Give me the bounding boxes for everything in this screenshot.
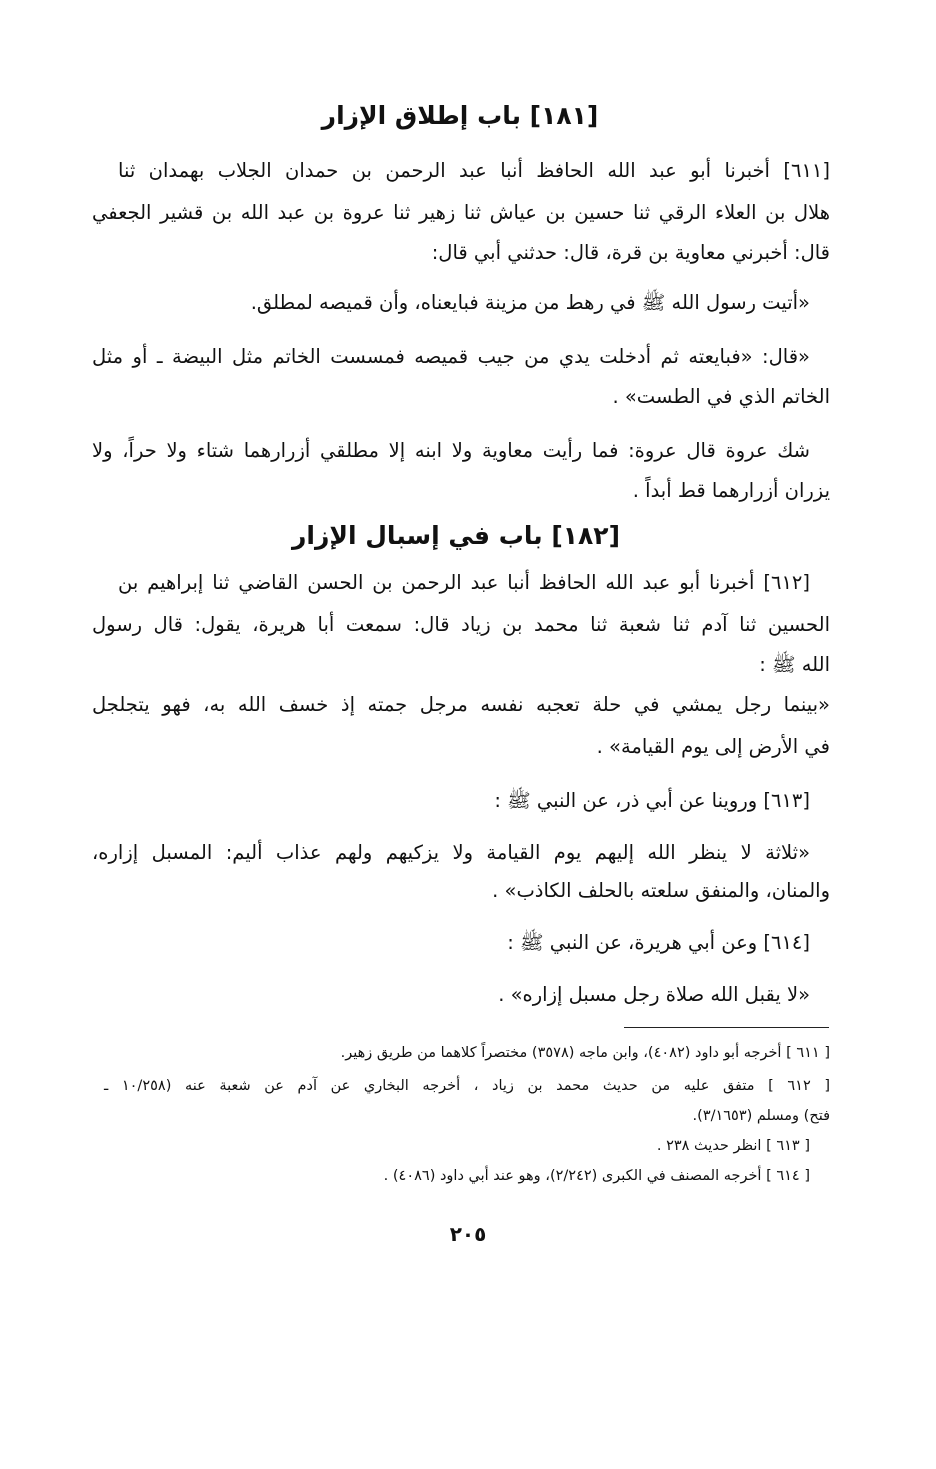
footnote-separator [624, 1027, 829, 1028]
footnote-612-line-2: فتح) ومسلم (٣/١٦٥٣). [692, 1108, 830, 1124]
hadith-611-quote-2-line-2: الخاتم الذي في الطست» . [612, 385, 830, 408]
hadith-612-line-3: الله ﷺ : [759, 653, 830, 676]
footnote-612-line-1: [ ٦١٢ ] متفق عليه من حديث محمد بن زياد ، أخرجه البخاري عن آدم عن شعبة عنه (١٠/٢٥٨ ـ [104, 1078, 831, 1094]
hadith-613-quote-line-2: والمنان، والمنفق سلعته بالحلف الكاذب» . [492, 879, 830, 902]
hadith-613-header: [٦١٣] وروينا عن أبي ذر، عن النبي ﷺ : [494, 789, 810, 812]
hadith-614-quote: «لا يقبل الله صلاة رجل مسبل إزاره» . [498, 983, 810, 1006]
chapter-heading-181: [١٨١] باب إطلاق الإزار [321, 101, 599, 130]
page-number: ٢٠٥ [449, 1222, 487, 1246]
hadith-611-line-2: هلال بن العلاء الرقي ثنا حسين بن عياش ثنا زهير ثنا عروة بن عبد الله بن قشير الجعفي [92, 201, 830, 224]
hadith-611-line-3: قال: أخبرني معاوية بن قرة، قال: حدثني أبي قال: [431, 241, 830, 264]
footnote-611: [ ٦١١ ] أخرجه أبو داود (٤٠٨٢)، وابن ماجه (٣٥٧٨) مختصراً كلاهما من طريق زهير. [340, 1045, 830, 1061]
hadith-611-line-1: [٦١١] أخبرنا أبو عبد الله الحافظ أنبا عبد الرحمن بن حمدان الجلاب بهمدان ثنا [118, 159, 830, 182]
hadith-611-quote-1: «أتيت رسول الله ﷺ في رهط من مزينة فبايعناه، وأن قميصه لمطلق. [250, 291, 810, 314]
hadith-611-comment-line-2: يزران أزرارهما قط أبداً . [632, 479, 830, 502]
footnote-613: [ ٦١٣ ] انظر حديث ٢٣٨ . [656, 1138, 810, 1154]
hadith-612-quote-line-2: في الأرض إلى يوم القيامة» . [596, 735, 830, 758]
hadith-612-quote-line-1: «بينما رجل يمشي في حلة تعجبه نفسه مرجل جمته إذ خسف الله به، فهو يتجلجل [92, 693, 830, 716]
hadith-612-line-2: الحسين ثنا آدم ثنا شعبة ثنا محمد بن زياد قال: سمعت أبا هريرة، يقول: قال رسول [92, 613, 830, 636]
chapter-heading-182: [١٨٢] باب في إسبال الإزار [292, 521, 620, 550]
hadith-614-header: [٦١٤] وعن أبي هريرة، عن النبي ﷺ : [507, 931, 810, 954]
footnote-614: [ ٦١٤ ] أخرجه المصنف في الكبرى (٢/٢٤٢)، وهو عند أبي داود (٤٠٨٦) . [383, 1168, 810, 1184]
hadith-611-quote-2-line-1: «قال: «فبايعته ثم أدخلت يدي من جيب قميصه فمسست الخاتم مثل البيضة ـ أو مثل [92, 345, 810, 368]
hadith-611-comment-line-1: شك عروة قال عروة: فما رأيت معاوية ولا ابنه إلا مطلقي أزرارهما شتاء ولا حراً، ولا [92, 439, 810, 462]
hadith-613-quote-line-1: «ثلاثة لا ينظر الله إليهم يوم القيامة ولا يزكيهم ولهم عذاب أليم: المسبل إزاره، [92, 841, 810, 864]
hadith-612-line-1: [٦١٢] أخبرنا أبو عبد الله الحافظ أنبا عبد الرحمن بن الحسن القاضي ثنا إبراهيم بن [118, 571, 810, 594]
